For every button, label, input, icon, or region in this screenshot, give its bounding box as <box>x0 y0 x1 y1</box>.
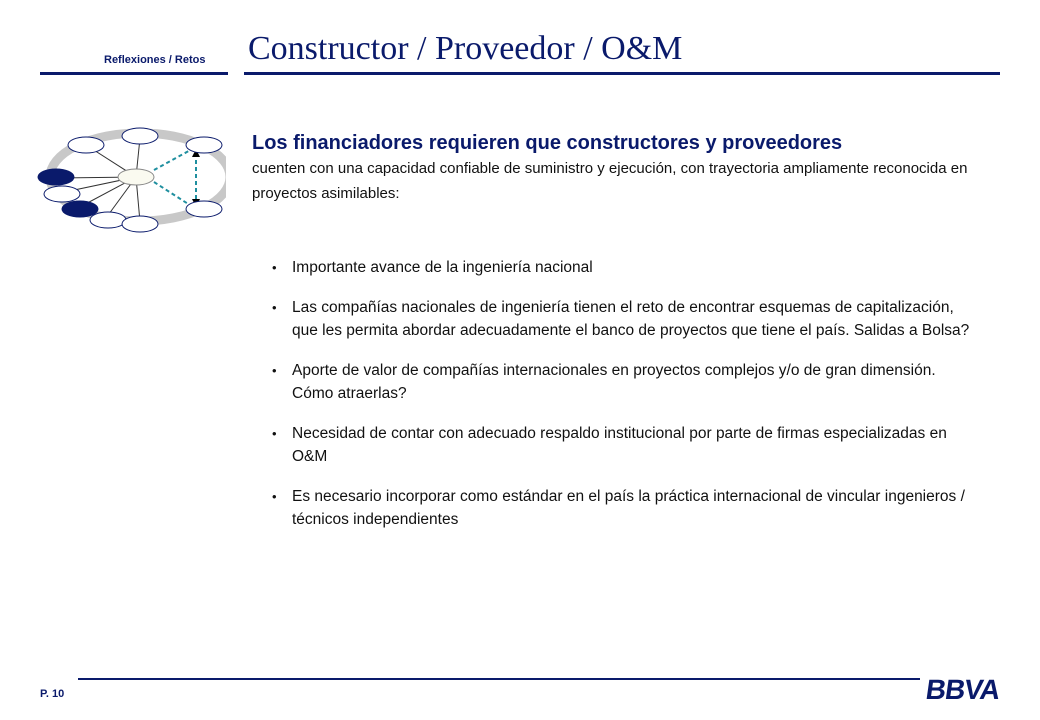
diagram-node <box>68 137 104 153</box>
header-rule-left <box>40 72 228 75</box>
diagram-node <box>122 128 158 144</box>
network-diagram <box>36 120 226 235</box>
diagram-center-node <box>118 169 154 185</box>
bbva-logo: BBVA <box>923 674 1002 705</box>
footer-rule <box>78 678 920 680</box>
page-title: Constructor / Proveedor / O&M <box>248 30 683 67</box>
bullet-icon: • <box>272 489 277 504</box>
bullet-icon: • <box>272 426 277 441</box>
diagram-node <box>44 186 80 202</box>
list-item: • Aporte de valor de compañías internacionales en proyectos complejos y/o de gran dimensión. Cómo atraerlas? <box>272 359 972 405</box>
diagram-node-filled <box>62 201 98 217</box>
bullet-icon: • <box>272 363 277 378</box>
diagram-node-filled <box>38 169 74 185</box>
lead-body: cuenten con una capacidad confiable de suministro y ejecución, con trayectoria ampliamente reconocida en proyectos asimilables: <box>252 160 968 202</box>
section-label: Reflexiones / Retos <box>104 54 206 66</box>
bullet-list <box>272 256 972 548</box>
diagram-dashed-links <box>154 147 196 209</box>
list-item: • Necesidad de contar con adecuado respaldo institucional por parte de firmas especializadas en O&M <box>272 422 972 468</box>
diagram-node <box>122 216 158 232</box>
list-item: • Las compañías nacionales de ingeniería tienen el reto de encontrar esquemas de capitalización, que les permita abordar adecuadamente el banco de proyectos que tiene el país. Salidas a Bolsa? <box>272 296 972 342</box>
lead-heading: Los financiadores requieren que constructores y proveedores <box>252 132 843 154</box>
diagram-node <box>90 212 126 228</box>
lead-paragraph <box>252 130 992 206</box>
page-number: P. 10 <box>40 688 65 700</box>
bullet-icon: • <box>272 300 277 315</box>
diagram-node <box>186 137 222 153</box>
bullet-icon: • <box>272 260 277 275</box>
list-item: • Importante avance de la ingeniería nacional <box>272 256 972 279</box>
list-item: • Es necesario incorporar como estándar en el país la práctica internacional de vincular ingenieros / técnicos independientes <box>272 485 972 531</box>
header-rule-right <box>244 72 1000 75</box>
diagram-node <box>186 201 222 217</box>
